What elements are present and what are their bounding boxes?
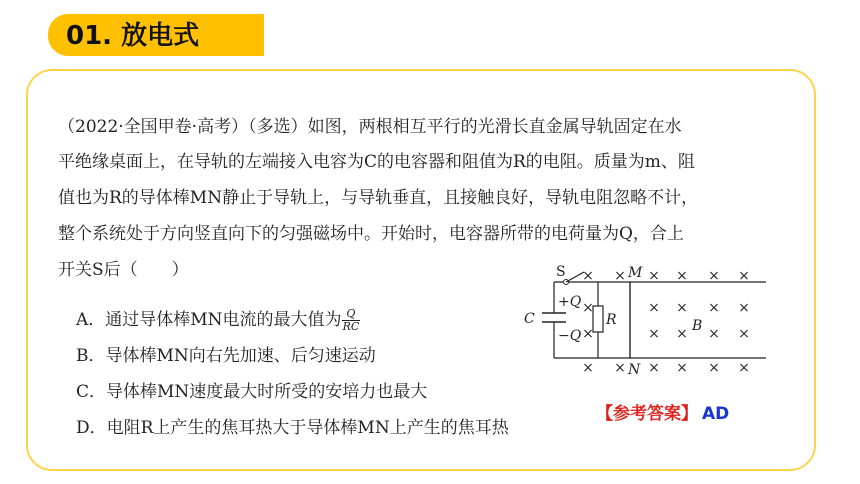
question-line-1: （2022·全国甲卷·高考）（多选）如图，两根相互平行的光滑长直金属导轨固定在水 (58, 117, 682, 137)
charge-negative-label: −Q (558, 328, 582, 344)
field-cross-mark: × (738, 268, 750, 284)
field-cross-mark: × (582, 326, 594, 342)
field-cross-mark: × (738, 300, 750, 316)
rod-bottom-label: N (628, 362, 641, 378)
option-d: D．电阻R上产生的焦耳热大于导体棒MN上产生的焦耳热 (76, 418, 509, 438)
option-b: B．导体棒MN向右先加速、后匀速运动 (76, 346, 376, 366)
question-line-4: 整个系统处于方向竖直向下的匀强磁场中。开始时，电容器所带的电荷量为Q，合上 (58, 224, 684, 244)
field-cross-mark: × (648, 300, 660, 316)
field-cross-mark: × (582, 268, 594, 284)
capacitor-label: C (524, 311, 535, 327)
field-cross-mark: × (676, 360, 688, 376)
switch-label: S (556, 264, 566, 280)
field-cross-mark: × (614, 360, 626, 376)
fraction-numerator: Q (342, 308, 361, 321)
field-cross-mark: × (648, 268, 660, 284)
charge-positive-label: +Q (558, 294, 582, 310)
resistor-body (593, 306, 603, 332)
field-cross-mark: × (582, 360, 594, 376)
field-cross-mark: × (648, 360, 660, 376)
field-cross-mark: × (738, 326, 750, 342)
option-c: C．导体棒MN速度最大时所受的安培力也最大 (76, 382, 428, 402)
option-a-text: A．通过导体棒MN电流的最大值为 (76, 310, 342, 330)
question-line-5: 开关S后（ ） (58, 260, 189, 280)
field-cross-mark: × (676, 326, 688, 342)
rod-top-label: M (628, 265, 643, 281)
answer-label: 【参考答案】 (596, 404, 698, 424)
answer-value: AD (702, 404, 730, 424)
question-line-3: 值也为R的导体棒MN静止于导轨上，与导轨垂直，且接触良好，导轨电阻忽略不计， (58, 188, 699, 208)
section-title: 01. 放电式 (66, 21, 200, 51)
field-cross-mark: × (614, 268, 626, 284)
field-cross-mark: × (582, 300, 594, 316)
circuit-diagram (518, 258, 778, 384)
resistor-label: R (606, 312, 617, 328)
reference-answer (596, 400, 729, 428)
field-cross-mark: × (708, 300, 720, 316)
field-cross-mark: × (676, 268, 688, 284)
field-cross-mark: × (648, 326, 660, 342)
field-cross-mark: × (676, 300, 688, 316)
fraction-denominator: RC (342, 320, 360, 333)
field-cross-mark: × (738, 360, 750, 376)
option-a (76, 305, 360, 335)
field-cross-mark: × (708, 268, 720, 284)
option-a-fraction (342, 308, 361, 333)
field-cross-mark: × (708, 326, 720, 342)
question-line-2: 平绝缘桌面上，在导轨的左端接入电容为C的电容器和阻值为R的电阻。质量为m、阻 (58, 152, 695, 172)
field-label: B (692, 318, 703, 334)
field-cross-mark: × (708, 360, 720, 376)
